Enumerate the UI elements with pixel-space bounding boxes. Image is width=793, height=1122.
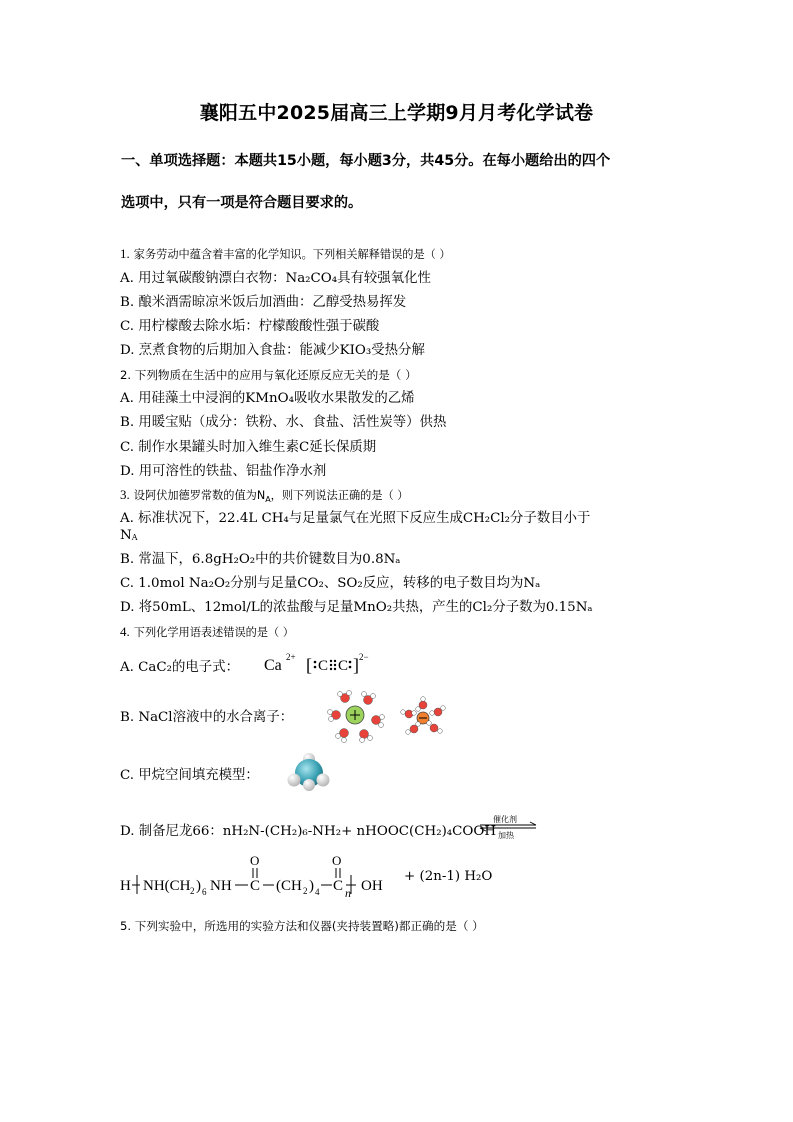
question-3-subscript: A xyxy=(265,495,271,505)
paren-close-b: ) xyxy=(309,878,314,894)
carbonyl-c-2: C xyxy=(333,878,344,894)
right-bracket: ] xyxy=(353,655,359,675)
water-molecule xyxy=(416,697,427,712)
question-5-stem: 5. 下列实验中，所选用的实验方法和仪器(夹持装置略)都正确的是（ ） xyxy=(120,919,484,933)
hydrated-sodium-ion xyxy=(328,691,385,743)
ca-symbol: Ca xyxy=(264,657,282,674)
polymer-nh-ch: NH(CH xyxy=(143,878,191,894)
question-4-option-d: D. 制备尼龙66：nH₂N-(CH₂)₆-NH₂+ nHOOC(CH₂)₄COOH xyxy=(120,824,497,839)
polymer-ch: (CH xyxy=(276,878,302,894)
electron-dot xyxy=(349,666,352,669)
na-symbol: N xyxy=(120,528,132,543)
question-2-option-a: A. 用硅藻土中浸润的KMnO₄吸收水果散发的乙烯 xyxy=(120,391,415,406)
anion-charge: 2− xyxy=(359,652,369,662)
question-1-stem xyxy=(120,246,451,262)
section-header-line2: 选项中，只有一项是符合题目要求的。 xyxy=(121,195,363,211)
question-4-option-c: C. 甲烷空间填充模型： xyxy=(120,768,259,783)
cac2-electron-formula xyxy=(262,650,372,678)
question-4-text: 下列化学用语表述错误的是（ ） xyxy=(133,626,294,639)
water-molecule xyxy=(372,715,385,728)
nylon66-polymer-structure xyxy=(118,852,398,898)
electron-dot xyxy=(314,661,317,664)
subscript-2b: 2 xyxy=(303,886,308,896)
question-1-option-d: D. 烹煮食物的后期加入食盐：能减少KIO₃受热分解 xyxy=(120,343,425,358)
electron-dot xyxy=(334,664,336,666)
methane-space-filling-model xyxy=(286,751,332,793)
paren-close: ) xyxy=(196,878,201,894)
carbon-symbol-1: C xyxy=(318,658,329,674)
na-subscript: A xyxy=(131,533,138,542)
subscript-4: 4 xyxy=(315,887,320,897)
carbonyl-c-1: C xyxy=(250,878,261,894)
question-4-option-a: A. CaC₂的电子式： xyxy=(120,660,239,675)
water-molecule xyxy=(338,691,352,703)
question-1-option-a: A. 用过氧碳酸钠漂白衣物：Na₂CO₄具有较强氧化性 xyxy=(120,271,431,286)
question-3-option-c: C. 1.0mol Na₂O₂分别与足量CO₂、SO₂反应，转移的电子数目均为Nₐ xyxy=(120,576,541,591)
question-2-option-b: B. 用暖宝贴（成分：铁粉、水、食盐、活性炭等）供热 xyxy=(120,415,447,430)
hydrogen-atom xyxy=(288,774,301,787)
hydrated-ions-diagram xyxy=(322,688,452,744)
electron-dot xyxy=(349,661,352,664)
water-molecule xyxy=(401,710,417,718)
electron-dot xyxy=(330,660,332,662)
carbon-symbol-2: C xyxy=(338,658,349,674)
electron-dot xyxy=(314,666,317,669)
water-molecule xyxy=(328,710,341,722)
question-3-option-b: B. 常温下，6.8gH₂O₂中的共价键数目为0.8Nₐ xyxy=(120,552,401,567)
carbonyl-o-2: O xyxy=(332,853,342,868)
repeat-n: n xyxy=(345,886,351,898)
electron-dot xyxy=(330,668,332,670)
hydrated-chloride-ion xyxy=(401,697,446,735)
electron-dot xyxy=(334,660,336,662)
question-4-option-b: B. NaCl溶液中的水合离子： xyxy=(120,710,294,725)
catalyst-label: 催化剂 xyxy=(493,815,517,824)
carbonyl-o-1: O xyxy=(250,853,260,868)
water-molecule xyxy=(336,729,349,743)
subscript-2: 2 xyxy=(190,886,195,896)
page-title: 襄阳五中2025届高三上学期9月月考化学试卷 xyxy=(199,102,594,124)
reversible-reaction-arrow xyxy=(478,813,540,839)
question-1-option-c: C. 用柠檬酸去除水垢：柠檬酸酸性强于碳酸 xyxy=(120,319,380,334)
polymer-oh: OH xyxy=(361,878,383,894)
hydrogen-atom xyxy=(303,779,315,791)
polymer-nh: NH xyxy=(210,878,232,894)
question-2-option-c: C. 制作水果罐头时加入维生素C延长保质期 xyxy=(120,440,377,455)
hydrogen-atom xyxy=(317,774,330,787)
water-molecule xyxy=(427,721,443,734)
heating-label: 加热 xyxy=(498,831,514,839)
question-2-option-d: D. 用可溶性的铁盐、铝盐作净水剂 xyxy=(120,464,327,479)
question-3-text: 设阿伏加德罗常数的值为N xyxy=(133,489,266,502)
question-4-option-d-water: + (2n-1) H₂O xyxy=(404,869,493,884)
question-3-stem xyxy=(120,487,408,504)
question-1-number: 1. xyxy=(120,246,130,261)
electron-dot xyxy=(334,668,336,670)
ca-charge: 2+ xyxy=(286,652,296,662)
question-3-text-tail: ，则下列说法正确的是（ ） xyxy=(270,489,409,502)
water-molecule xyxy=(430,706,446,716)
question-2-stem: 2. 下列物质在生活中的应用与氧化还原反应无关的是（ ） xyxy=(120,368,417,382)
question-3-option-d: D. 将50mL、12mol/L的浓盐酸与足量MnO₂共热，产生的Cl₂分子数为0.15Nₐ xyxy=(120,600,593,615)
water-molecule xyxy=(406,722,421,735)
question-4-number: 4. xyxy=(120,624,130,639)
section-header-line1: 一、单项选择题：本题共15小题，每小题3分，共45分。在每小题给出的四个 xyxy=(121,153,611,169)
question-1-text: 家务劳动中蕴含着丰富的化学知识。下列相关解释错误的是（ ） xyxy=(133,248,451,261)
question-1-option-b: B. 酿米酒需晾凉米饭后加酒曲：乙醇受热易挥发 xyxy=(120,295,407,310)
question-3-option-a-line1: A. 标准状况下，22.4L CH₄与足量氯气在光照下反应生成CH₂Cl₂分子数目小于 xyxy=(120,511,591,526)
electron-dot xyxy=(330,664,332,666)
water-molecule xyxy=(362,692,376,705)
left-bracket: [ xyxy=(306,655,312,675)
question-3-number: 3. xyxy=(120,487,130,502)
question-3-option-a-line2 xyxy=(120,528,138,543)
subscript-6: 6 xyxy=(202,887,207,897)
water-molecule xyxy=(360,730,373,743)
question-4-stem xyxy=(120,624,294,640)
polymer-h: H xyxy=(120,878,131,894)
